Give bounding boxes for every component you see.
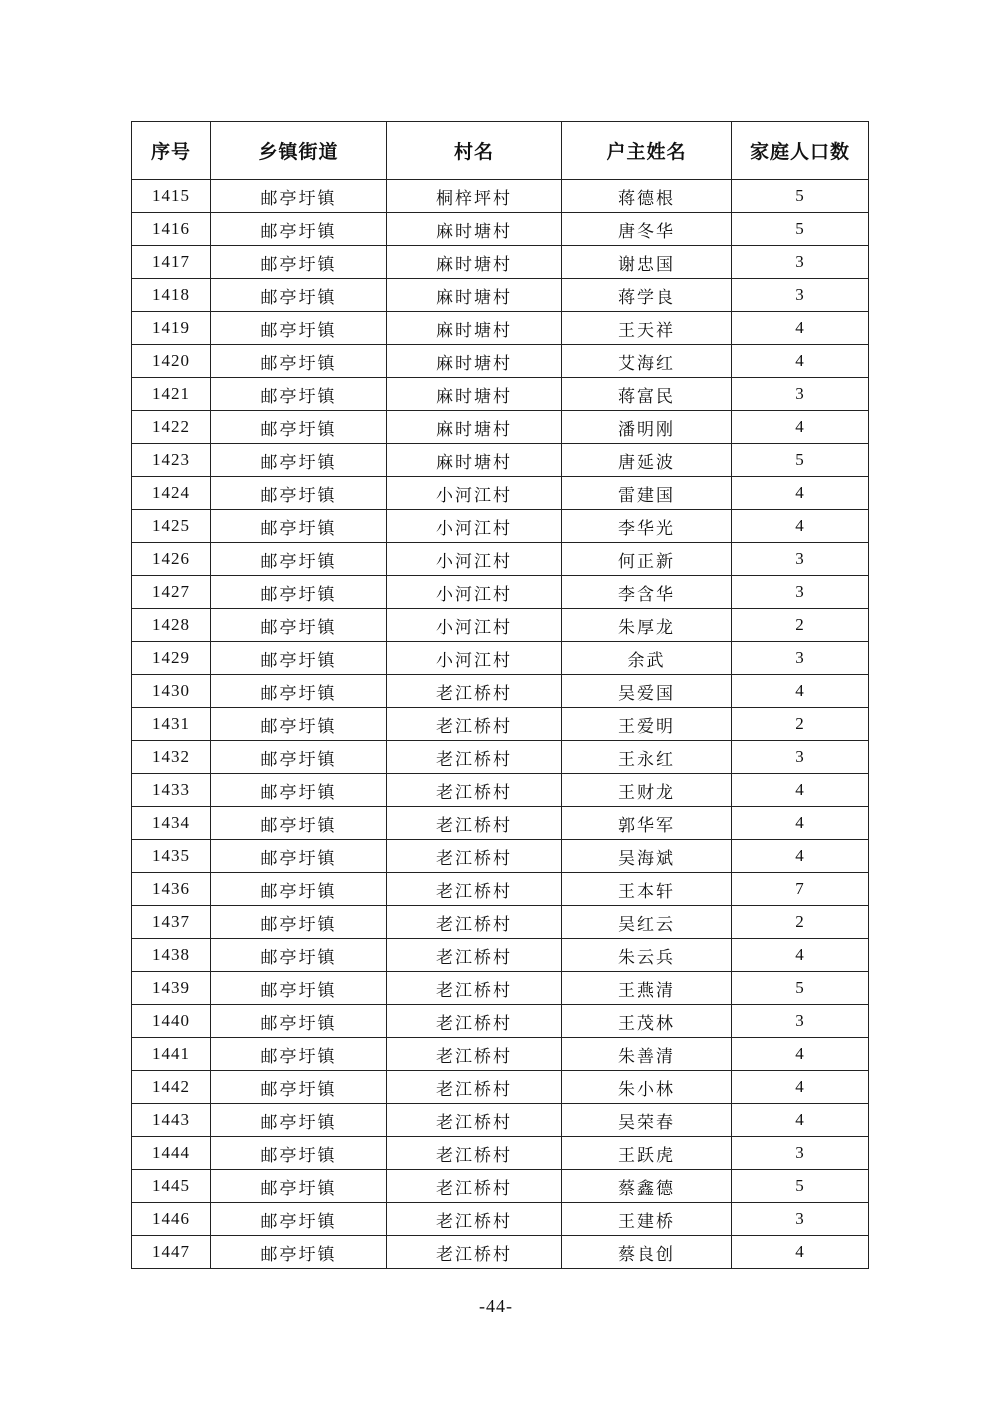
table-row: [132, 906, 869, 939]
householder-name-cell: 王茂林: [562, 1005, 732, 1038]
serial-number-cell: 1432: [132, 741, 211, 774]
family-size-cell: 5: [732, 444, 869, 477]
family-size-cell: 3: [732, 279, 869, 312]
householder-name-cell: 李含华: [562, 576, 732, 609]
township-cell: 邮亭圩镇: [211, 444, 387, 477]
village-cell: 小河江村: [387, 543, 562, 576]
serial-number-cell: 1442: [132, 1071, 211, 1104]
serial-number-cell: 1426: [132, 543, 211, 576]
township-cell: 邮亭圩镇: [211, 741, 387, 774]
township-cell: 邮亭圩镇: [211, 312, 387, 345]
family-size-cell: 4: [732, 1071, 869, 1104]
township-cell: 邮亭圩镇: [211, 708, 387, 741]
householder-name-cell: 蔡鑫德: [562, 1170, 732, 1203]
householder-name-cell: 王跃虎: [562, 1137, 732, 1170]
township-cell: 邮亭圩镇: [211, 873, 387, 906]
township-cell: 邮亭圩镇: [211, 774, 387, 807]
householder-name-cell: 唐冬华: [562, 213, 732, 246]
serial-number-cell: 1445: [132, 1170, 211, 1203]
township-cell: 邮亭圩镇: [211, 510, 387, 543]
table-row: [132, 774, 869, 807]
householder-name-cell: 唐延波: [562, 444, 732, 477]
serial-number-cell: 1421: [132, 378, 211, 411]
serial-number-cell: 1419: [132, 312, 211, 345]
table-row: [132, 1104, 869, 1137]
table-row: [132, 312, 869, 345]
serial-number-cell: 1428: [132, 609, 211, 642]
village-cell: 老江桥村: [387, 741, 562, 774]
table-row: [132, 939, 869, 972]
householder-name-cell: 王燕清: [562, 972, 732, 1005]
householder-name-cell: 余武: [562, 642, 732, 675]
family-size-cell: 4: [732, 939, 869, 972]
family-size-cell: 3: [732, 543, 869, 576]
serial-number-cell: 1438: [132, 939, 211, 972]
householder-name-cell: 蒋富民: [562, 378, 732, 411]
serial-number-cell: 1422: [132, 411, 211, 444]
table-row: [132, 1071, 869, 1104]
township-cell: 邮亭圩镇: [211, 1071, 387, 1104]
header-township: 乡镇街道: [211, 122, 387, 180]
family-size-cell: 4: [732, 675, 869, 708]
table-row: [132, 543, 869, 576]
family-size-cell: 3: [732, 576, 869, 609]
township-cell: 邮亭圩镇: [211, 543, 387, 576]
family-size-cell: 4: [732, 411, 869, 444]
village-cell: 老江桥村: [387, 1137, 562, 1170]
village-cell: 麻时塘村: [387, 246, 562, 279]
householder-name-cell: 王本轩: [562, 873, 732, 906]
householder-name-cell: 蔡良创: [562, 1236, 732, 1269]
township-cell: 邮亭圩镇: [211, 279, 387, 312]
serial-number-cell: 1436: [132, 873, 211, 906]
township-cell: 邮亭圩镇: [211, 1203, 387, 1236]
householder-name-cell: 朱小林: [562, 1071, 732, 1104]
serial-number-cell: 1423: [132, 444, 211, 477]
village-cell: 麻时塘村: [387, 213, 562, 246]
township-cell: 邮亭圩镇: [211, 180, 387, 213]
village-cell: 老江桥村: [387, 1236, 562, 1269]
township-cell: 邮亭圩镇: [211, 246, 387, 279]
township-cell: 邮亭圩镇: [211, 675, 387, 708]
family-size-cell: 4: [732, 807, 869, 840]
township-cell: 邮亭圩镇: [211, 1137, 387, 1170]
village-cell: 老江桥村: [387, 972, 562, 1005]
householder-name-cell: 艾海红: [562, 345, 732, 378]
table-row: [132, 444, 869, 477]
family-size-cell: 2: [732, 609, 869, 642]
serial-number-cell: 1417: [132, 246, 211, 279]
header-householder-name: 户主姓名: [562, 122, 732, 180]
family-size-cell: 2: [732, 708, 869, 741]
township-cell: 邮亭圩镇: [211, 1170, 387, 1203]
village-cell: 老江桥村: [387, 1071, 562, 1104]
householder-name-cell: 朱云兵: [562, 939, 732, 972]
village-cell: 麻时塘村: [387, 312, 562, 345]
serial-number-cell: 1418: [132, 279, 211, 312]
serial-number-cell: 1437: [132, 906, 211, 939]
householder-name-cell: 王天祥: [562, 312, 732, 345]
householder-name-cell: 吴荣春: [562, 1104, 732, 1137]
householder-name-cell: 王财龙: [562, 774, 732, 807]
table-row: [132, 1005, 869, 1038]
table-row: [132, 378, 869, 411]
township-cell: 邮亭圩镇: [211, 477, 387, 510]
page-number: -44-: [479, 1296, 513, 1316]
header-village: 村名: [387, 122, 562, 180]
family-size-cell: 3: [732, 741, 869, 774]
family-size-cell: 3: [732, 1005, 869, 1038]
serial-number-cell: 1441: [132, 1038, 211, 1071]
householder-name-cell: 朱善清: [562, 1038, 732, 1071]
township-cell: 邮亭圩镇: [211, 576, 387, 609]
householder-name-cell: 王爱明: [562, 708, 732, 741]
serial-number-cell: 1447: [132, 1236, 211, 1269]
householder-name-cell: 何正新: [562, 543, 732, 576]
householder-name-cell: 吴爱国: [562, 675, 732, 708]
township-cell: 邮亭圩镇: [211, 345, 387, 378]
serial-number-cell: 1420: [132, 345, 211, 378]
serial-number-cell: 1446: [132, 1203, 211, 1236]
village-cell: 老江桥村: [387, 774, 562, 807]
family-size-cell: 4: [732, 1104, 869, 1137]
village-cell: 老江桥村: [387, 1104, 562, 1137]
family-size-cell: 4: [732, 345, 869, 378]
serial-number-cell: 1444: [132, 1137, 211, 1170]
village-cell: 老江桥村: [387, 1038, 562, 1071]
township-cell: 邮亭圩镇: [211, 1005, 387, 1038]
village-cell: 小河江村: [387, 477, 562, 510]
village-cell: 麻时塘村: [387, 444, 562, 477]
township-cell: 邮亭圩镇: [211, 972, 387, 1005]
table-row: [132, 345, 869, 378]
township-cell: 邮亭圩镇: [211, 411, 387, 444]
householder-name-cell: 雷建国: [562, 477, 732, 510]
table-row: [132, 1170, 869, 1203]
village-cell: 老江桥村: [387, 939, 562, 972]
table-row: [132, 972, 869, 1005]
table-row: [132, 642, 869, 675]
table-header-row: [132, 122, 869, 180]
serial-number-cell: 1433: [132, 774, 211, 807]
township-cell: 邮亭圩镇: [211, 213, 387, 246]
householder-name-cell: 谢忠国: [562, 246, 732, 279]
householder-name-cell: 郭华军: [562, 807, 732, 840]
village-cell: 老江桥村: [387, 807, 562, 840]
householder-name-cell: 王建桥: [562, 1203, 732, 1236]
table-row: [132, 213, 869, 246]
township-cell: 邮亭圩镇: [211, 807, 387, 840]
village-cell: 老江桥村: [387, 840, 562, 873]
householder-name-cell: 潘明刚: [562, 411, 732, 444]
family-size-cell: 3: [732, 1137, 869, 1170]
serial-number-cell: 1434: [132, 807, 211, 840]
family-size-cell: 5: [732, 213, 869, 246]
family-size-cell: 4: [732, 477, 869, 510]
table-row: [132, 840, 869, 873]
village-cell: 麻时塘村: [387, 345, 562, 378]
township-cell: 邮亭圩镇: [211, 1236, 387, 1269]
table-row: [132, 279, 869, 312]
serial-number-cell: 1435: [132, 840, 211, 873]
table-row: [132, 675, 869, 708]
householder-name-cell: 蒋学良: [562, 279, 732, 312]
village-cell: 小河江村: [387, 642, 562, 675]
family-size-cell: 7: [732, 873, 869, 906]
village-cell: 老江桥村: [387, 906, 562, 939]
table-row: [132, 246, 869, 279]
village-cell: 小河江村: [387, 609, 562, 642]
householder-name-cell: 吴海斌: [562, 840, 732, 873]
header-family-size: 家庭人口数: [732, 122, 869, 180]
table-row: [132, 873, 869, 906]
family-size-cell: 3: [732, 642, 869, 675]
serial-number-cell: 1439: [132, 972, 211, 1005]
table-row: [132, 1203, 869, 1236]
serial-number-cell: 1429: [132, 642, 211, 675]
family-size-cell: 4: [732, 312, 869, 345]
village-cell: 老江桥村: [387, 708, 562, 741]
table-row: [132, 741, 869, 774]
family-size-cell: 5: [732, 1170, 869, 1203]
serial-number-cell: 1427: [132, 576, 211, 609]
township-cell: 邮亭圩镇: [211, 609, 387, 642]
serial-number-cell: 1443: [132, 1104, 211, 1137]
township-cell: 邮亭圩镇: [211, 642, 387, 675]
village-cell: 老江桥村: [387, 873, 562, 906]
family-size-cell: 4: [732, 510, 869, 543]
table-row: [132, 180, 869, 213]
table-row: [132, 411, 869, 444]
family-size-cell: 3: [732, 246, 869, 279]
village-cell: 麻时塘村: [387, 378, 562, 411]
serial-number-cell: 1430: [132, 675, 211, 708]
table-row: [132, 1236, 869, 1269]
table-row: [132, 1038, 869, 1071]
table-row: [132, 477, 869, 510]
household-table: [131, 121, 869, 1269]
family-size-cell: 4: [732, 1236, 869, 1269]
table-row: [132, 510, 869, 543]
table-row: [132, 807, 869, 840]
village-cell: 老江桥村: [387, 1203, 562, 1236]
table-row: [132, 576, 869, 609]
village-cell: 桐梓坪村: [387, 180, 562, 213]
family-size-cell: 3: [732, 378, 869, 411]
village-cell: 麻时塘村: [387, 411, 562, 444]
serial-number-cell: 1440: [132, 1005, 211, 1038]
family-size-cell: 4: [732, 1038, 869, 1071]
village-cell: 小河江村: [387, 510, 562, 543]
township-cell: 邮亭圩镇: [211, 1104, 387, 1137]
table-body: [132, 180, 869, 1269]
family-size-cell: 2: [732, 906, 869, 939]
householder-name-cell: 朱厚龙: [562, 609, 732, 642]
table-row: [132, 1137, 869, 1170]
header-serial-number: 序号: [132, 122, 211, 180]
serial-number-cell: 1425: [132, 510, 211, 543]
village-cell: 老江桥村: [387, 675, 562, 708]
township-cell: 邮亭圩镇: [211, 378, 387, 411]
township-cell: 邮亭圩镇: [211, 906, 387, 939]
family-size-cell: 3: [732, 1203, 869, 1236]
householder-name-cell: 吴红云: [562, 906, 732, 939]
family-size-cell: 5: [732, 180, 869, 213]
householder-name-cell: 王永红: [562, 741, 732, 774]
table-row: [132, 609, 869, 642]
township-cell: 邮亭圩镇: [211, 840, 387, 873]
householder-name-cell: 蒋德根: [562, 180, 732, 213]
village-cell: 麻时塘村: [387, 279, 562, 312]
family-size-cell: 4: [732, 774, 869, 807]
table-row: [132, 708, 869, 741]
township-cell: 邮亭圩镇: [211, 939, 387, 972]
serial-number-cell: 1416: [132, 213, 211, 246]
village-cell: 老江桥村: [387, 1170, 562, 1203]
township-cell: 邮亭圩镇: [211, 1038, 387, 1071]
village-cell: 老江桥村: [387, 1005, 562, 1038]
village-cell: 小河江村: [387, 576, 562, 609]
family-size-cell: 5: [732, 972, 869, 1005]
householder-name-cell: 李华光: [562, 510, 732, 543]
serial-number-cell: 1415: [132, 180, 211, 213]
serial-number-cell: 1431: [132, 708, 211, 741]
serial-number-cell: 1424: [132, 477, 211, 510]
family-size-cell: 4: [732, 840, 869, 873]
